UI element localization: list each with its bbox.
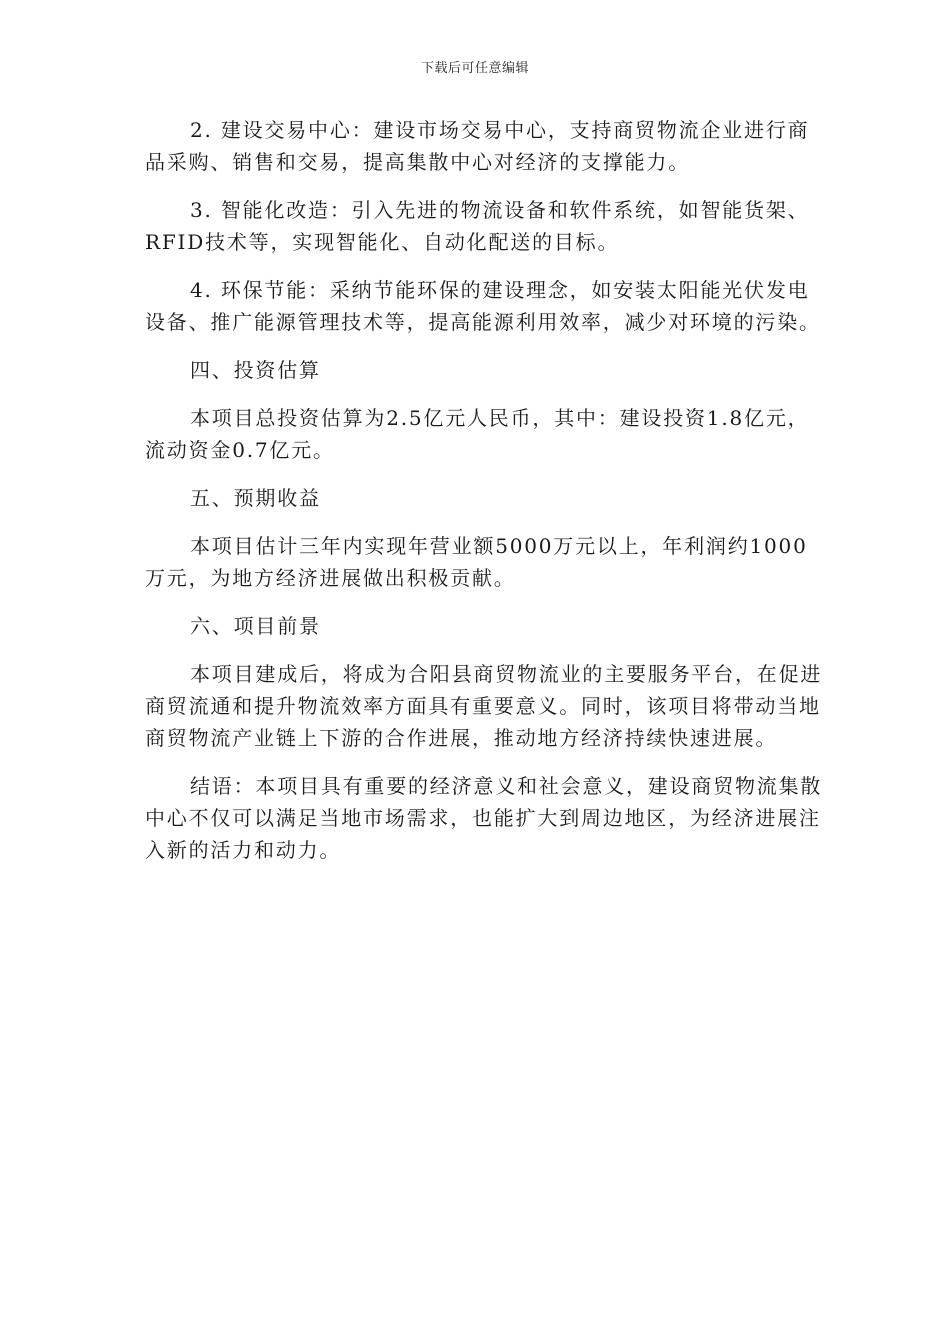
paragraph-returns: 本项目估计三年内实现年营业额5000万元以上，年利润约1000万元，为地方经济进展做出积极贡献。	[145, 534, 808, 590]
paragraph-trade-center: 2. 建设交易中心：建设市场交易中心，支持商贸物流企业进行商品采购、销售和交易，提高集散中心对经济的支撑能力。	[145, 118, 810, 174]
section-heading-prospects: 六、项目前景	[190, 614, 321, 638]
paragraph-investment: 本项目总投资估算为2.5亿元人民币，其中：建设投资1.8亿元，流动资金0.7亿元。	[145, 406, 810, 462]
page-header: 下载后可任意编辑	[420, 61, 529, 76]
section-heading-returns: 五、预期收益	[190, 486, 321, 510]
section-heading-investment: 四、投资估算	[190, 358, 321, 382]
paragraph-conclusion: 结语：本项目具有重要的经济意义和社会意义，建设商贸物流集散中心不仅可以满足当地市场需求，也能扩大到周边地区，为经济进展注入新的活力和动力。	[145, 774, 823, 862]
paragraph-prospects: 本项目建成后，将成为合阳县商贸物流业的主要服务平台，在促进商贸流通和提升物流效率方面具有重要意义。同时，该项目将带动当地商贸物流产业链上下游的合作进展，推动地方经济持续快速进展。	[145, 662, 823, 750]
document-body	[145, 114, 823, 882]
paragraph-smart-upgrade: 3. 智能化改造：引入先进的物流设备和软件系统，如智能货架、RFID技术等，实现智能化、自动化配送的目标。	[145, 198, 810, 254]
paragraph-eco-energy: 4. 环保节能：采纳节能环保的建设理念，如安装太阳能光伏发电设备、推广能源管理技术等，提高能源利用效率，减少对环境的污染。	[145, 278, 821, 334]
